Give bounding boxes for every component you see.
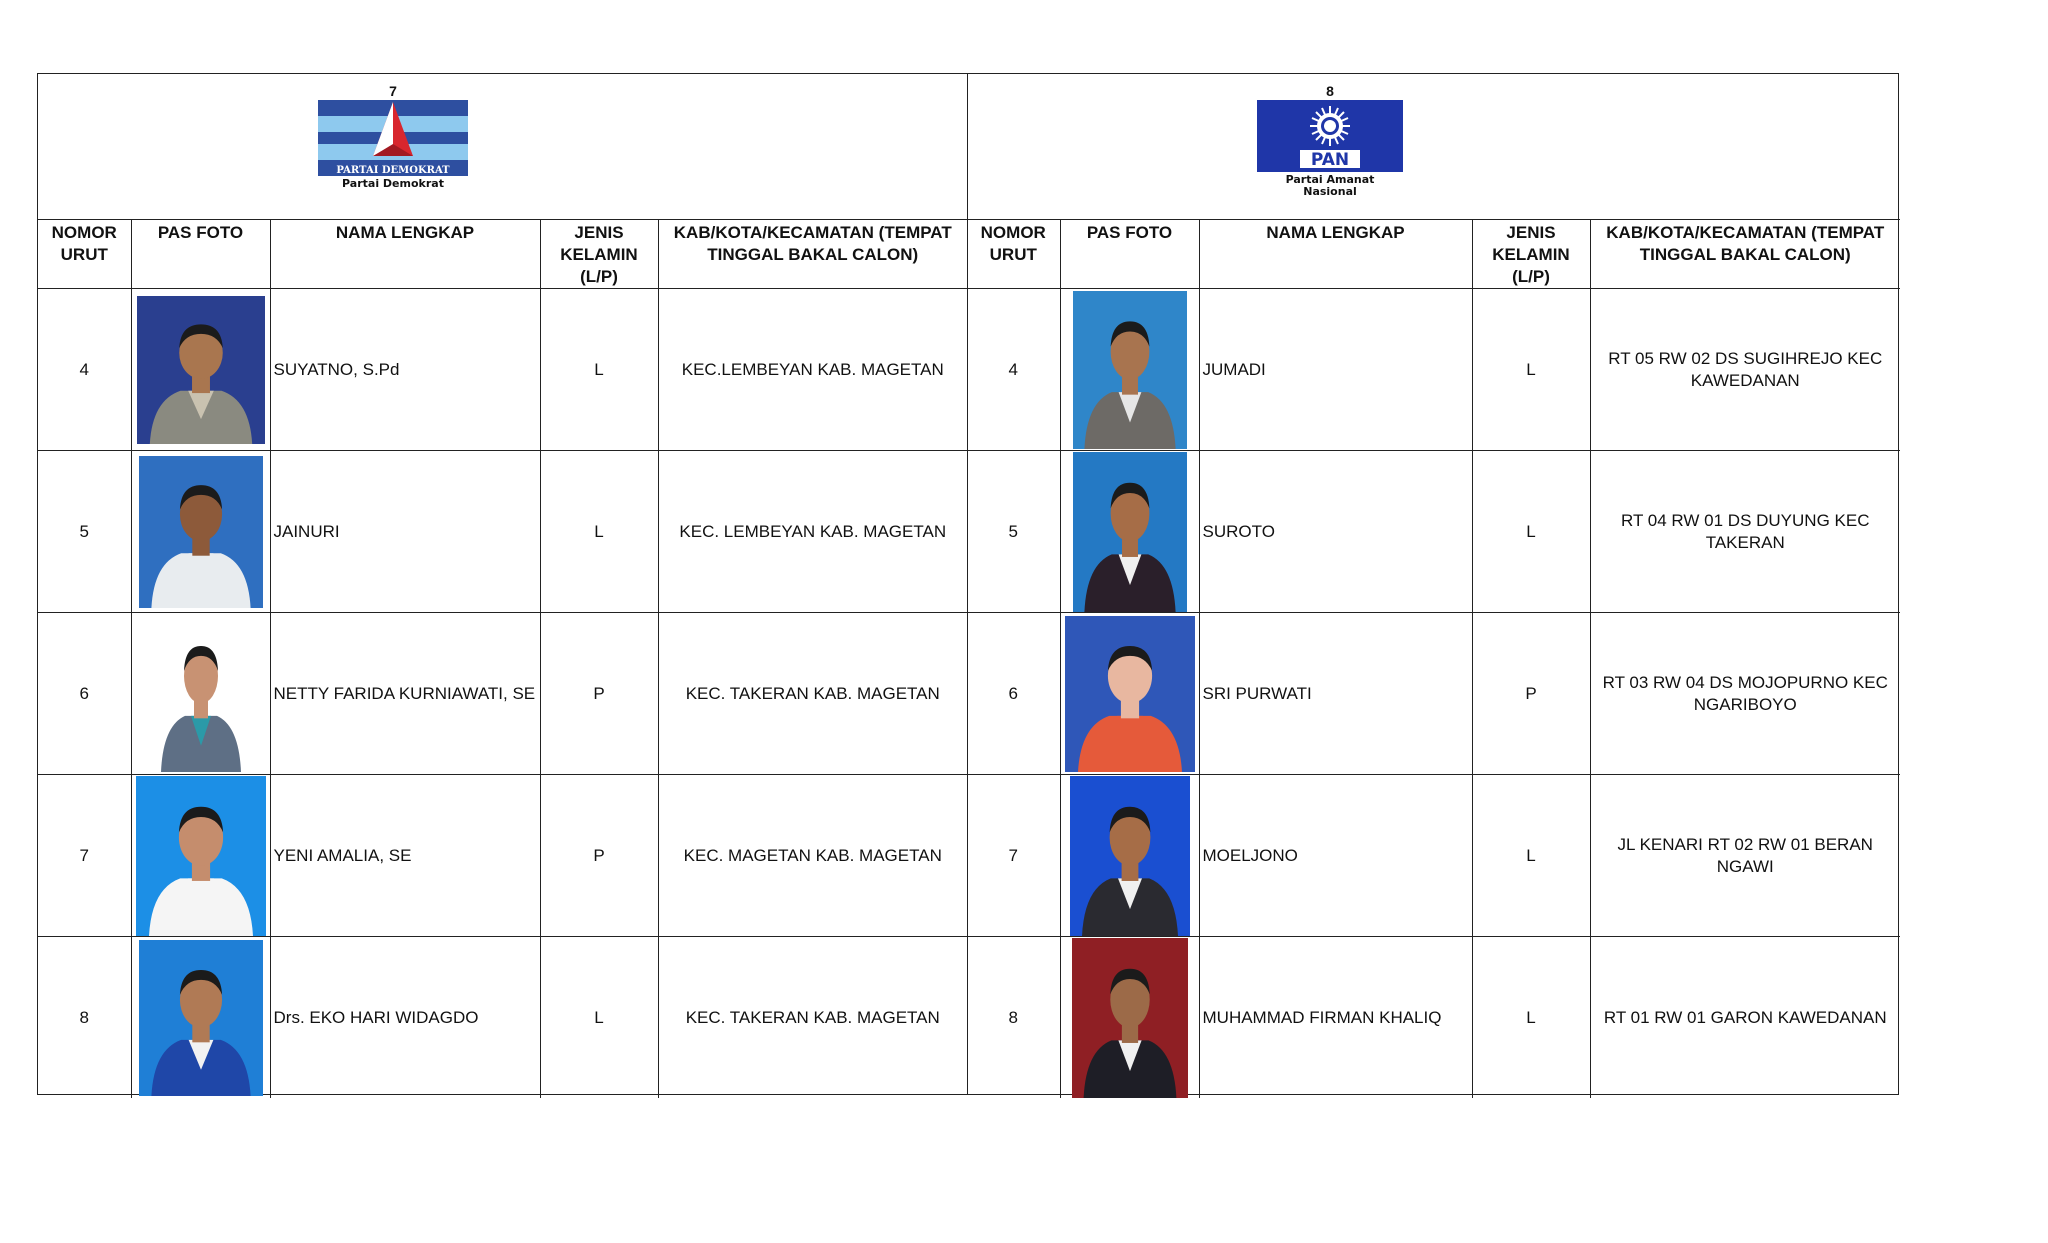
portrait-image — [139, 940, 263, 1096]
portrait-image — [1072, 938, 1188, 1098]
candidate-name: SUYATNO, S.Pd — [270, 289, 540, 451]
portrait-image — [136, 776, 266, 936]
candidate-sheet — [37, 73, 1899, 1095]
candidate-photo — [1060, 937, 1199, 1099]
candidate-name: SUROTO — [1199, 451, 1472, 613]
table-row — [38, 613, 967, 775]
table-row — [38, 451, 967, 613]
candidate-photo — [1060, 613, 1199, 775]
portrait-image — [1073, 452, 1187, 612]
nomor-urut: 5 — [38, 451, 131, 613]
candidate-address: KEC. TAKERAN KAB. MAGETAN — [658, 613, 967, 775]
candidate-address: KEC. MAGETAN KAB. MAGETAN — [658, 775, 967, 937]
candidate-address: JL KENARI RT 02 RW 01 BERAN NGAWI — [1590, 775, 1900, 937]
candidate-photo — [131, 937, 270, 1099]
header-pas-foto: PAS FOTO — [131, 220, 270, 289]
candidate-name: MUHAMMAD FIRMAN KHALIQ — [1199, 937, 1472, 1099]
party-number: 7 — [389, 83, 397, 99]
portrait-image — [137, 296, 265, 444]
candidate-gender: P — [540, 613, 658, 775]
candidate-photo — [131, 613, 270, 775]
pan-sun-emblem-icon — [1255, 98, 1405, 174]
candidate-photo — [1060, 775, 1199, 937]
candidate-gender: L — [1472, 451, 1590, 613]
table-row — [38, 775, 967, 937]
candidate-gender: L — [540, 937, 658, 1099]
demokrat-logo-text: PARTAI DEMOKRAT — [336, 165, 450, 176]
candidate-gender: P — [540, 775, 658, 937]
candidate-photo — [131, 289, 270, 451]
header-jenis-kelamin: JENIS KELAMIN (L/P) — [540, 220, 658, 289]
table-row — [967, 451, 1900, 613]
nomor-urut: 7 — [38, 775, 131, 937]
demokrat-logo — [313, 84, 473, 190]
header-nomor-urut: NOMOR URUT — [967, 220, 1060, 289]
candidate-table-demokrat — [38, 219, 967, 1098]
candidate-photo — [131, 775, 270, 937]
portrait-image — [151, 616, 251, 772]
header-jenis-kelamin: JENIS KELAMIN (L/P) — [1472, 220, 1590, 289]
candidate-name: MOELJONO — [1199, 775, 1472, 937]
candidate-name: NETTY FARIDA KURNIAWATI, SE — [270, 613, 540, 775]
header-nomor-urut: NOMOR URUT — [38, 220, 131, 289]
candidate-name: JUMADI — [1199, 289, 1472, 451]
table-row — [967, 289, 1900, 451]
candidate-address: RT 05 RW 02 DS SUGIHREJO KEC KAWEDANAN — [1590, 289, 1900, 451]
candidate-gender: L — [1472, 289, 1590, 451]
candidate-name: YENI AMALIA, SE — [270, 775, 540, 937]
header-nama-lengkap: NAMA LENGKAP — [270, 220, 540, 289]
nomor-urut: 8 — [967, 937, 1060, 1099]
party-logo-row — [38, 74, 967, 220]
candidate-name: Drs. EKO HARI WIDAGDO — [270, 937, 540, 1099]
party-caption: Partai Amanat Nasional — [1285, 173, 1375, 198]
pan-logo — [1255, 84, 1405, 198]
party-section-demokrat — [38, 74, 968, 1094]
table-row — [967, 613, 1900, 775]
candidate-photo — [1060, 289, 1199, 451]
candidate-gender: L — [1472, 937, 1590, 1099]
header-row — [38, 220, 967, 289]
candidate-address: KEC.LEMBEYAN KAB. MAGETAN — [658, 289, 967, 451]
portrait-image — [1065, 616, 1195, 772]
header-alamat: KAB/KOTA/KECAMATAN (TEMPAT TINGGAL BAKAL CALON) — [1590, 220, 1900, 289]
table-row — [38, 289, 967, 451]
candidate-name: SRI PURWATI — [1199, 613, 1472, 775]
pan-logo-text: PAN — [1310, 150, 1350, 170]
candidate-name: JAINURI — [270, 451, 540, 613]
candidate-address: KEC. LEMBEYAN KAB. MAGETAN — [658, 451, 967, 613]
candidate-gender: L — [1472, 775, 1590, 937]
party-number: 8 — [1326, 83, 1334, 99]
nomor-urut: 8 — [38, 937, 131, 1099]
candidate-gender: L — [540, 451, 658, 613]
header-row — [967, 220, 1900, 289]
header-pas-foto: PAS FOTO — [1060, 220, 1199, 289]
candidate-address: RT 01 RW 01 GARON KAWEDANAN — [1590, 937, 1900, 1099]
candidate-address: KEC. TAKERAN KAB. MAGETAN — [658, 937, 967, 1099]
portrait-image — [1070, 776, 1190, 936]
nomor-urut: 6 — [967, 613, 1060, 775]
candidate-address: RT 03 RW 04 DS MOJOPURNO KEC NGARIBOYO — [1590, 613, 1900, 775]
header-alamat: KAB/KOTA/KECAMATAN (TEMPAT TINGGAL BAKAL CALON) — [658, 220, 967, 289]
demokrat-emblem-icon — [313, 98, 473, 178]
header-nama-lengkap: NAMA LENGKAP — [1199, 220, 1472, 289]
nomor-urut: 4 — [38, 289, 131, 451]
nomor-urut: 6 — [38, 613, 131, 775]
nomor-urut: 5 — [967, 451, 1060, 613]
table-row — [967, 937, 1900, 1099]
candidate-photo — [1060, 451, 1199, 613]
candidate-address: RT 04 RW 01 DS DUYUNG KEC TAKERAN — [1590, 451, 1900, 613]
portrait-image — [139, 456, 263, 608]
party-logo-row — [967, 74, 1900, 220]
portrait-image — [1073, 291, 1187, 449]
party-caption: Partai Demokrat — [342, 177, 444, 190]
party-section-pan — [967, 74, 1900, 1094]
candidate-photo — [131, 451, 270, 613]
table-row — [967, 775, 1900, 937]
candidate-gender: P — [1472, 613, 1590, 775]
candidate-table-pan — [967, 219, 1900, 1098]
nomor-urut: 4 — [967, 289, 1060, 451]
table-row — [38, 937, 967, 1099]
candidate-gender: L — [540, 289, 658, 451]
nomor-urut: 7 — [967, 775, 1060, 937]
